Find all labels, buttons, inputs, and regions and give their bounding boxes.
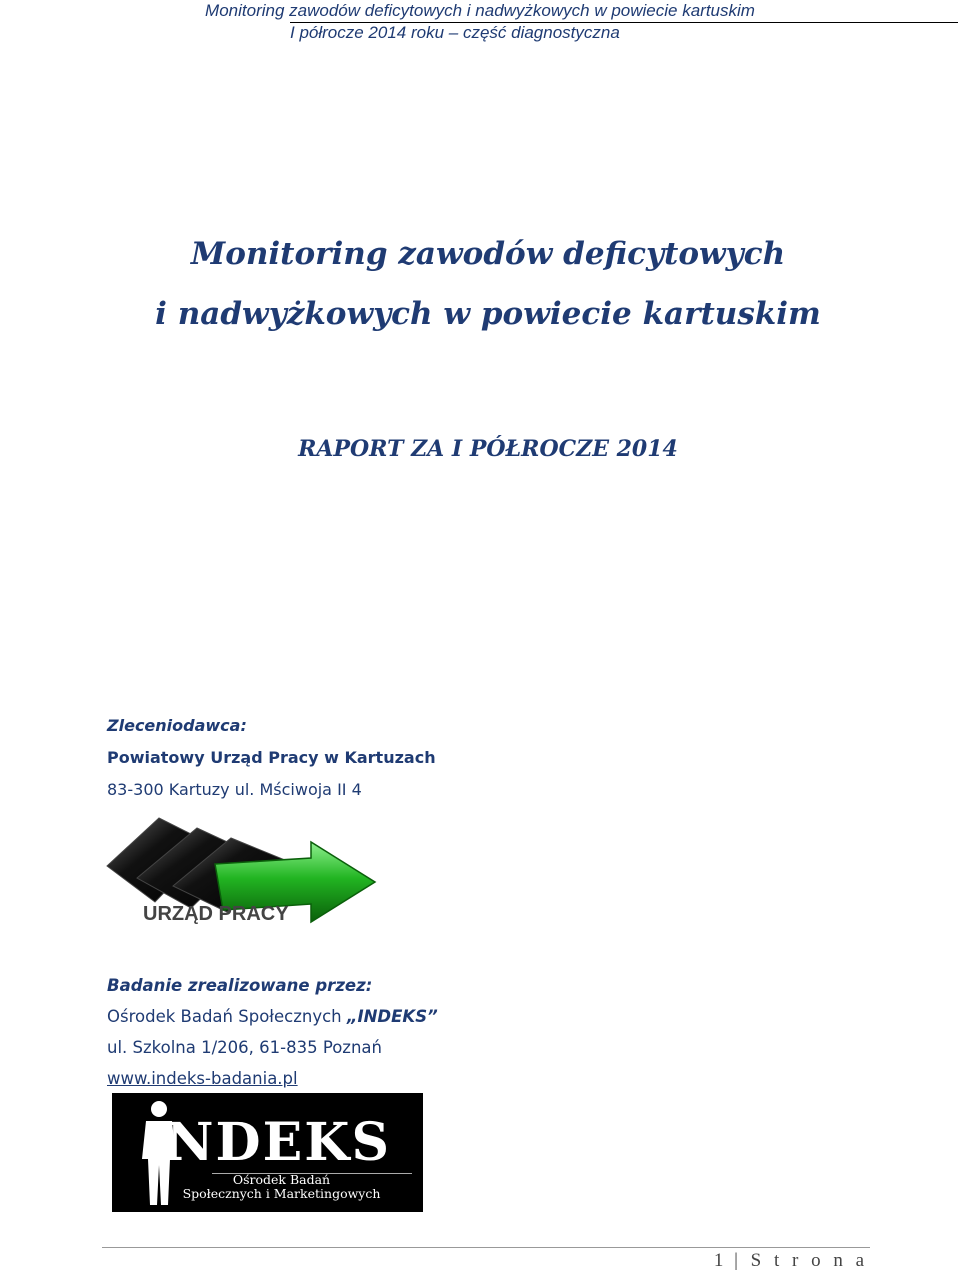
research-org-name: Ośrodek Badań Społecznych [107, 1007, 347, 1026]
client-address: 83-300 Kartuzy ul. Mściwoja II 4 [107, 780, 362, 799]
research-org [107, 1001, 438, 1032]
page-label: S t r o n a [750, 1250, 868, 1271]
indeks-wordmark: NDEKS [166, 1112, 392, 1173]
page-separator: | [734, 1250, 742, 1271]
running-header-line2: I półrocze 2014 roku – część diagnostyczna [290, 23, 620, 42]
main-title-line1: Monitoring zawodów deficytowych [190, 236, 786, 272]
urzad-pracy-logo [103, 814, 378, 930]
page-footer [714, 1250, 868, 1272]
running-header [0, 0, 960, 42]
research-org-brand: „INDEKS” [346, 1007, 438, 1026]
research-address: ul. Szkolna 1/206, 61-835 Poznań [107, 1038, 382, 1057]
urzad-pracy-logo-text: URZĄD PRACY [143, 903, 289, 925]
main-title-line2: i nadwyżkowych w powiecie kartuskim [155, 296, 821, 332]
running-header-line1: Monitoring zawodów deficytowych i nadwyżkowych w powiecie kartuskim [205, 1, 755, 20]
indeks-logo [112, 1093, 423, 1212]
client-block [107, 710, 436, 806]
indeks-subtitle-2: Społecznych i Marketingowych [182, 1186, 381, 1201]
research-label: Badanie zrealizowane przez: [107, 976, 373, 995]
page-number: 1 [713, 1250, 726, 1271]
research-website-link[interactable]: www.indeks-badania.pl [107, 1069, 298, 1088]
client-name: Powiatowy Urząd Pracy w Kartuzach [107, 748, 436, 767]
research-block [107, 970, 438, 1094]
indeks-subtitle-1: Ośrodek Badań [232, 1172, 331, 1187]
report-title: RAPORT ZA I PÓŁROCZE 2014 [298, 436, 678, 462]
header-rule [290, 22, 958, 23]
footer-rule [102, 1247, 870, 1248]
client-label: Zleceniodawca: [107, 716, 247, 735]
